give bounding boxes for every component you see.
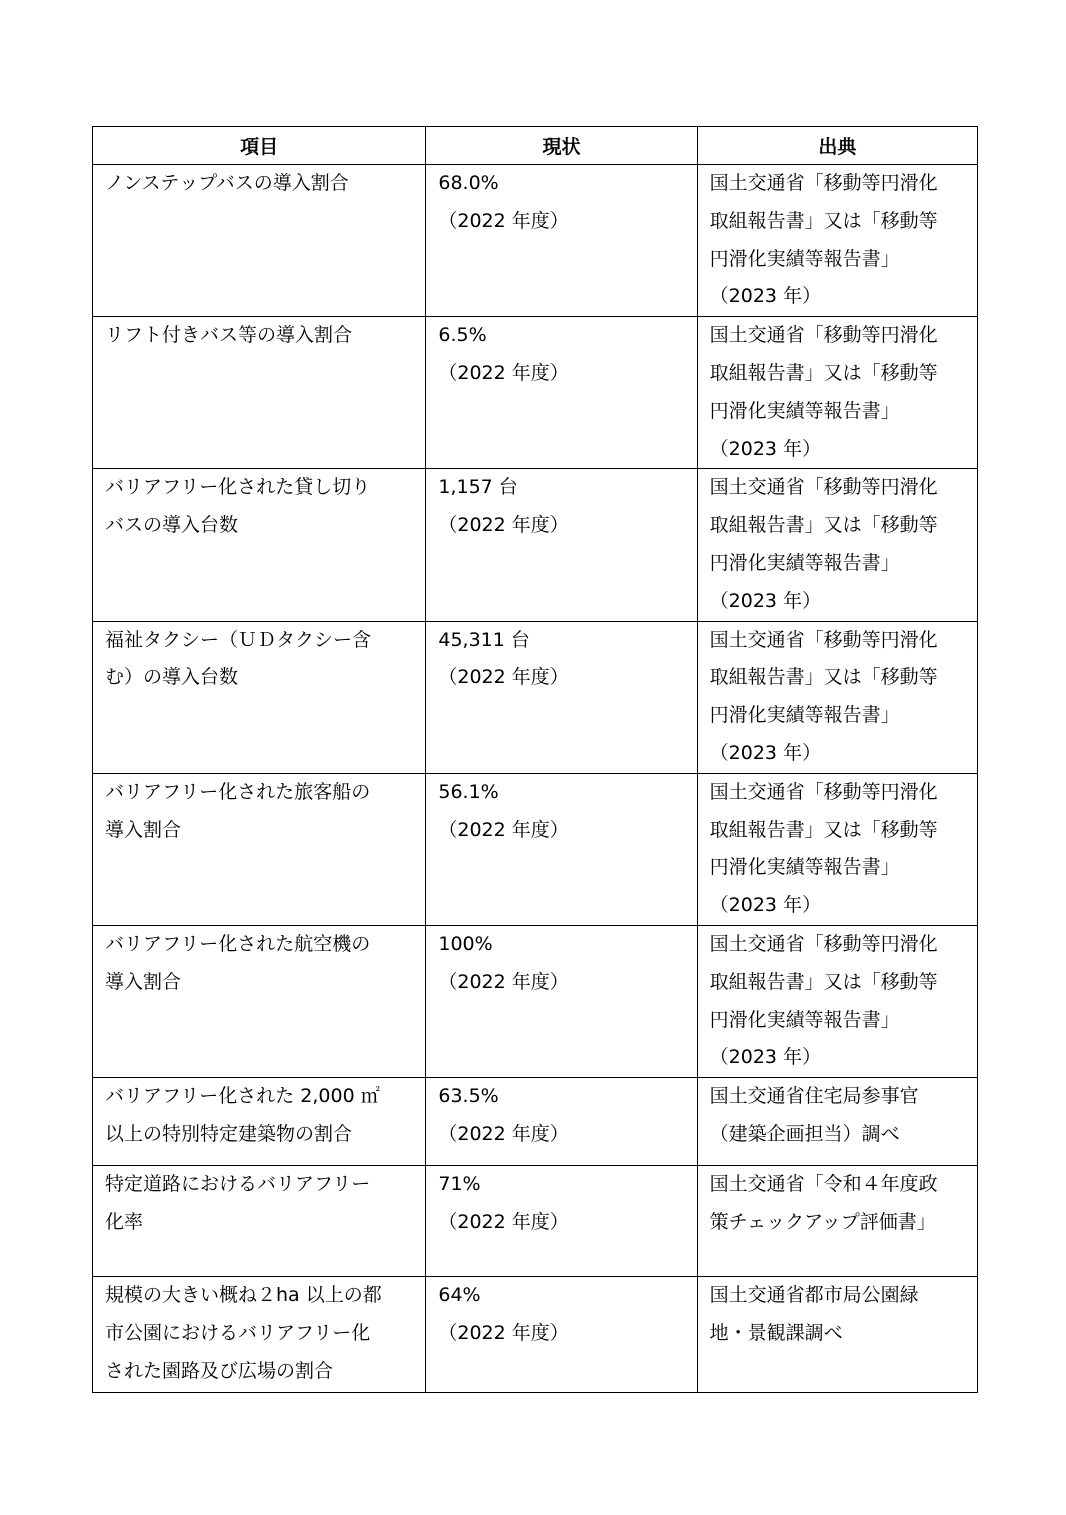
cell-source-line: 国土交通省「移動等円滑化 bbox=[709, 932, 938, 955]
cell-status-year: （2022 年度） bbox=[438, 666, 569, 689]
cell-item-line: バリアフリー化された旅客船の bbox=[105, 780, 371, 803]
cell-status bbox=[426, 469, 697, 621]
cell-status bbox=[426, 925, 697, 1077]
cell-source-line: 取組報告書」又は「移動等 bbox=[709, 818, 938, 841]
cell-status-year: （2022 年度） bbox=[438, 970, 569, 993]
cell-source-line: 策チェックアップ評価書」 bbox=[709, 1210, 936, 1233]
cell-source-line: 円滑化実績等報告書」 bbox=[709, 247, 900, 270]
cell-item-line: バリアフリー化された航空機の bbox=[105, 932, 371, 955]
cell-item-line: バスの導入台数 bbox=[105, 514, 239, 537]
cell-status-value: 68.0% bbox=[438, 172, 499, 194]
cell-source-line: 円滑化実績等報告書」 bbox=[709, 856, 900, 879]
header-status: 現状 bbox=[426, 127, 697, 165]
cell-item-line: 福祉タクシー（ＵＤタクシー含 bbox=[105, 628, 372, 651]
table-row bbox=[93, 317, 978, 469]
cell-item-line: 規模の大きい概ね２ha 以上の都 bbox=[105, 1284, 382, 1307]
cell-source-line: 国土交通省「移動等円滑化 bbox=[709, 628, 938, 651]
cell-source-line: 国土交通省「移動等円滑化 bbox=[709, 780, 938, 803]
cell-item bbox=[93, 317, 426, 469]
cell-item bbox=[93, 1166, 426, 1277]
header-source: 出典 bbox=[697, 127, 977, 165]
cell-item-line: ノンステップバスの導入割合 bbox=[105, 172, 349, 194]
cell-item-line: バリアフリー化された 2,000 ㎡ bbox=[105, 1085, 380, 1108]
cell-source-line: （2023 年） bbox=[709, 437, 822, 460]
cell-item bbox=[93, 165, 426, 317]
statistics-table bbox=[92, 126, 978, 1393]
cell-item-line: 導入割合 bbox=[105, 818, 182, 841]
cell-item bbox=[93, 1078, 426, 1166]
cell-status-year: （2022 年度） bbox=[438, 1321, 569, 1344]
cell-item-line: された園路及び広場の割合 bbox=[105, 1359, 334, 1382]
cell-item bbox=[93, 469, 426, 621]
cell-item-line: 以上の特別特定建築物の割合 bbox=[105, 1122, 353, 1145]
table-header-row bbox=[93, 127, 978, 165]
cell-status-year: （2022 年度） bbox=[438, 1210, 569, 1233]
cell-status-value: 71% bbox=[438, 1173, 481, 1196]
cell-item-line: む）の導入台数 bbox=[105, 666, 239, 689]
cell-source-line: 取組報告書」又は「移動等 bbox=[709, 970, 938, 993]
cell-source-line: （2023 年） bbox=[709, 1046, 822, 1069]
cell-status-value: 56.1% bbox=[438, 780, 499, 803]
cell-source-line: （建築企画担当）調べ bbox=[709, 1122, 900, 1145]
cell-source-line: （2023 年） bbox=[709, 894, 822, 917]
cell-item-line: バリアフリー化された貸し切り bbox=[105, 476, 371, 499]
cell-source-line: 取組報告書」又は「移動等 bbox=[709, 209, 938, 232]
header-item: 項目 bbox=[93, 127, 426, 165]
cell-item-line: 特定道路におけるバリアフリー bbox=[105, 1173, 371, 1196]
cell-source-line: 円滑化実績等報告書」 bbox=[709, 551, 900, 574]
cell-source bbox=[697, 773, 977, 925]
cell-status-value: 45,311 台 bbox=[438, 628, 530, 651]
cell-item-line: 化率 bbox=[105, 1210, 144, 1233]
cell-source-line: 取組報告書」又は「移動等 bbox=[709, 514, 938, 537]
cell-status-value: 1,157 台 bbox=[438, 476, 518, 499]
table-row bbox=[93, 1166, 978, 1277]
cell-item bbox=[93, 773, 426, 925]
cell-status-value: 100% bbox=[438, 932, 493, 955]
cell-source-line: 国土交通省「移動等円滑化 bbox=[709, 172, 938, 194]
cell-status bbox=[426, 621, 697, 773]
cell-source-line: 国土交通省「移動等円滑化 bbox=[709, 324, 938, 347]
cell-item bbox=[93, 621, 426, 773]
cell-status-value: 63.5% bbox=[438, 1085, 499, 1108]
cell-source-line: 国土交通省都市局公園緑 bbox=[709, 1284, 919, 1307]
cell-source-line: 円滑化実績等報告書」 bbox=[709, 1008, 900, 1031]
cell-source-line: （2023 年） bbox=[709, 589, 822, 612]
cell-source bbox=[697, 621, 977, 773]
table-row bbox=[93, 925, 978, 1077]
table-row bbox=[93, 621, 978, 773]
cell-source bbox=[697, 1277, 977, 1393]
cell-status-year: （2022 年度） bbox=[438, 514, 569, 537]
cell-item-line: リフト付きバス等の導入割合 bbox=[105, 324, 353, 347]
cell-status bbox=[426, 317, 697, 469]
cell-source-line: 国土交通省住宅局参事官 bbox=[709, 1085, 919, 1108]
cell-source bbox=[697, 1078, 977, 1166]
cell-source bbox=[697, 925, 977, 1077]
table-body bbox=[93, 165, 978, 1393]
table-row bbox=[93, 1078, 978, 1166]
cell-item-line: 市公園におけるバリアフリー化 bbox=[105, 1321, 371, 1344]
cell-source-line: 円滑化実績等報告書」 bbox=[709, 704, 900, 727]
cell-item bbox=[93, 925, 426, 1077]
cell-status-year: （2022 年度） bbox=[438, 818, 569, 841]
cell-source-line: 取組報告書」又は「移動等 bbox=[709, 666, 938, 689]
cell-source-line: 円滑化実績等報告書」 bbox=[709, 399, 900, 422]
cell-item-line: 導入割合 bbox=[105, 970, 182, 993]
cell-status bbox=[426, 1277, 697, 1393]
cell-source-line: 国土交通省「移動等円滑化 bbox=[709, 476, 938, 499]
cell-status-value: 6.5% bbox=[438, 324, 487, 347]
cell-source bbox=[697, 317, 977, 469]
table-row bbox=[93, 165, 978, 317]
cell-source-line: 地・景観課調べ bbox=[709, 1321, 843, 1344]
cell-source-line: 国土交通省「令和４年度政 bbox=[709, 1173, 938, 1196]
cell-status-value: 64% bbox=[438, 1284, 481, 1307]
cell-item bbox=[93, 1277, 426, 1393]
cell-source bbox=[697, 165, 977, 317]
cell-source-line: （2023 年） bbox=[709, 741, 822, 764]
cell-source-line: 取組報告書」又は「移動等 bbox=[709, 361, 938, 384]
cell-status-year: （2022 年度） bbox=[438, 209, 569, 232]
cell-status bbox=[426, 773, 697, 925]
table-row bbox=[93, 773, 978, 925]
cell-status bbox=[426, 165, 697, 317]
cell-status bbox=[426, 1166, 697, 1277]
table-row bbox=[93, 469, 978, 621]
cell-source bbox=[697, 1166, 977, 1277]
cell-status bbox=[426, 1078, 697, 1166]
cell-source-line: （2023 年） bbox=[709, 285, 822, 308]
cell-status-year: （2022 年度） bbox=[438, 1122, 569, 1145]
table-row bbox=[93, 1277, 978, 1393]
cell-source bbox=[697, 469, 977, 621]
cell-status-year: （2022 年度） bbox=[438, 361, 569, 384]
